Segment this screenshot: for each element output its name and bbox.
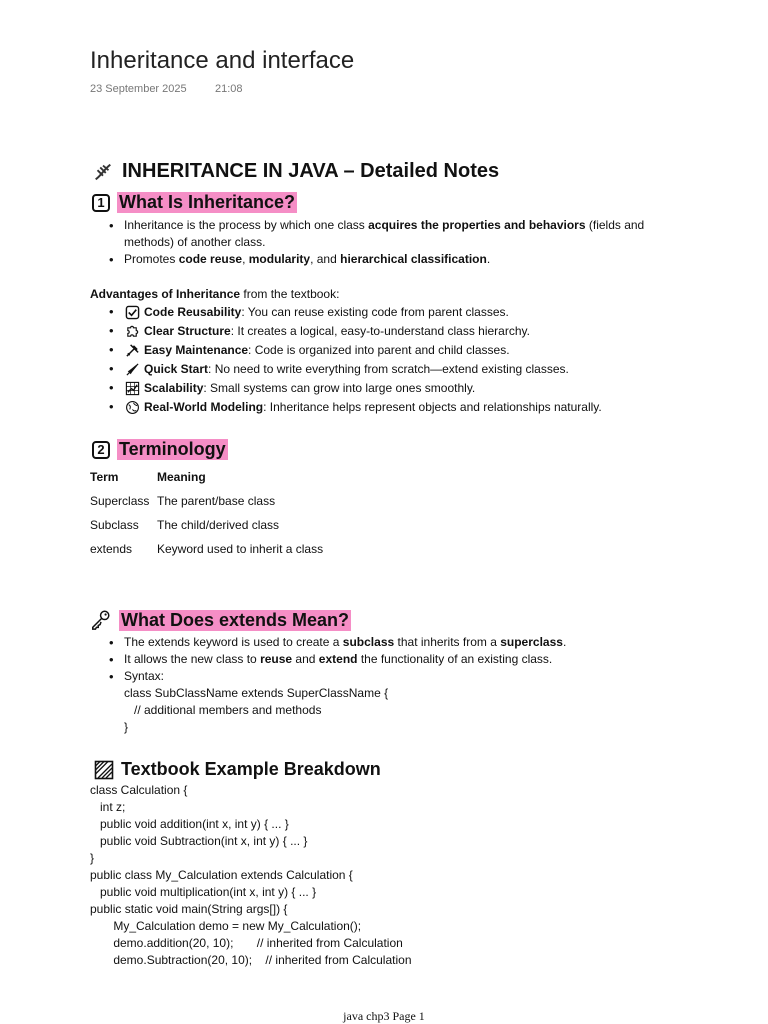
code-line: int z; [90,800,126,814]
rocket-icon [124,362,140,378]
list-item [106,668,686,736]
advantage-item: • Quick Start: No need to write everything from scratch—extend existing classes. [106,360,706,379]
number-1-icon: 1 [92,194,110,212]
section-1-title: What Is Inheritance? [119,192,296,212]
code-line: public void multiplication(int x, int y) { ... } [90,885,317,899]
puzzle-icon [124,324,140,340]
page-title: Inheritance and interface [90,47,355,74]
code-line: demo.addition(20, 10); // inherited from Calculation [90,936,403,950]
checkbox-icon [124,305,140,321]
table-row [90,513,323,537]
advantage-item: • Real-World Modeling: Inheritance helps represent objects and relationships naturally. [106,398,706,417]
main-heading [92,160,499,183]
syntax-line: } [124,720,129,734]
syntax-label: • Syntax: [124,669,165,683]
example-code-block [90,782,412,969]
section-4-title: Textbook Example Breakdown [121,759,381,779]
section-3-title: What Does extends Mean? [121,609,350,630]
syntax-line: // additional members and methods [124,703,322,717]
advantage-item: • Easy Maintenance: Code is organized into parent and child classes. [106,341,706,360]
column-header: Meaning [157,470,206,484]
advantages-intro: Advantages of Inheritance from the textbook: [90,287,340,301]
section-1-heading [92,192,297,213]
advantages-list [106,303,706,417]
table-cell: Subclass [90,518,139,532]
table-cell: Keyword used to inherit a class [157,542,324,556]
list-item: • Promotes code reuse, modularity, and hierarchical classification. [106,251,686,268]
syntax-line: class SubClassName extends SuperClassName { [124,686,389,700]
list-item: • It allows the new class to reuse and extend the functionality of an existing class. [106,651,686,668]
advantage-item: • Code Reusability: You can reuse existing code from parent classes. [106,303,706,322]
section-2-heading [92,439,228,460]
code-line: My_Calculation demo = new My_Calculation(); [90,919,362,933]
page-date: 23 September 2025 [90,83,187,95]
number-2-icon: 2 [92,441,110,459]
table-cell: The parent/base class [157,494,276,508]
section-3-bullets [106,634,686,736]
main-heading-text: INHERITANCE IN JAVA – Detailed Notes [122,160,500,182]
code-line: public void Subtraction(int x, int y) { ... } [90,834,308,848]
table-header-row [90,465,323,489]
table-row [90,537,323,561]
table-row [90,489,323,513]
globe-icon [124,400,140,416]
code-line: class Calculation { [90,783,188,797]
tools-icon [124,343,140,359]
section-2-title: Terminology [119,439,226,459]
list-item: • Inheritance is the process by which one class acquires the properties and behaviors (fields and methods) of another class. [106,217,686,251]
advantage-item: • Scalability: Small systems can grow into large ones smoothly. [106,379,706,398]
code-line: public class My_Calculation extends Calculation { [90,868,353,882]
table-cell: The child/derived class [157,518,280,532]
key-icon [90,609,112,631]
code-line: demo.Subtraction(20, 10); // inherited from Calculation [90,953,412,967]
section-4-heading [94,759,381,780]
table-cell: Superclass [90,494,150,508]
advantage-item: • Clear Structure: It creates a logical, easy-to-understand class hierarchy. [106,322,706,341]
code-line: } [90,851,95,865]
chart-icon [124,381,140,397]
dna-icon [92,161,114,183]
code-line: public static void main(String args[]) { [90,902,288,916]
section-3-heading [90,609,351,631]
table-cell: extends [90,542,133,556]
terminology-table [90,465,323,561]
code-line: public void addition(int x, int y) { ... } [90,817,289,831]
list-item: • The extends keyword is used to create a subclass that inherits from a superclass. [106,634,686,651]
page-time: 21:08 [215,83,243,95]
notebook-icon [94,760,114,780]
column-header: Term [90,470,119,484]
section-1-bullets [106,217,686,268]
page-footer: java chp3 Page 1 [343,1009,425,1023]
